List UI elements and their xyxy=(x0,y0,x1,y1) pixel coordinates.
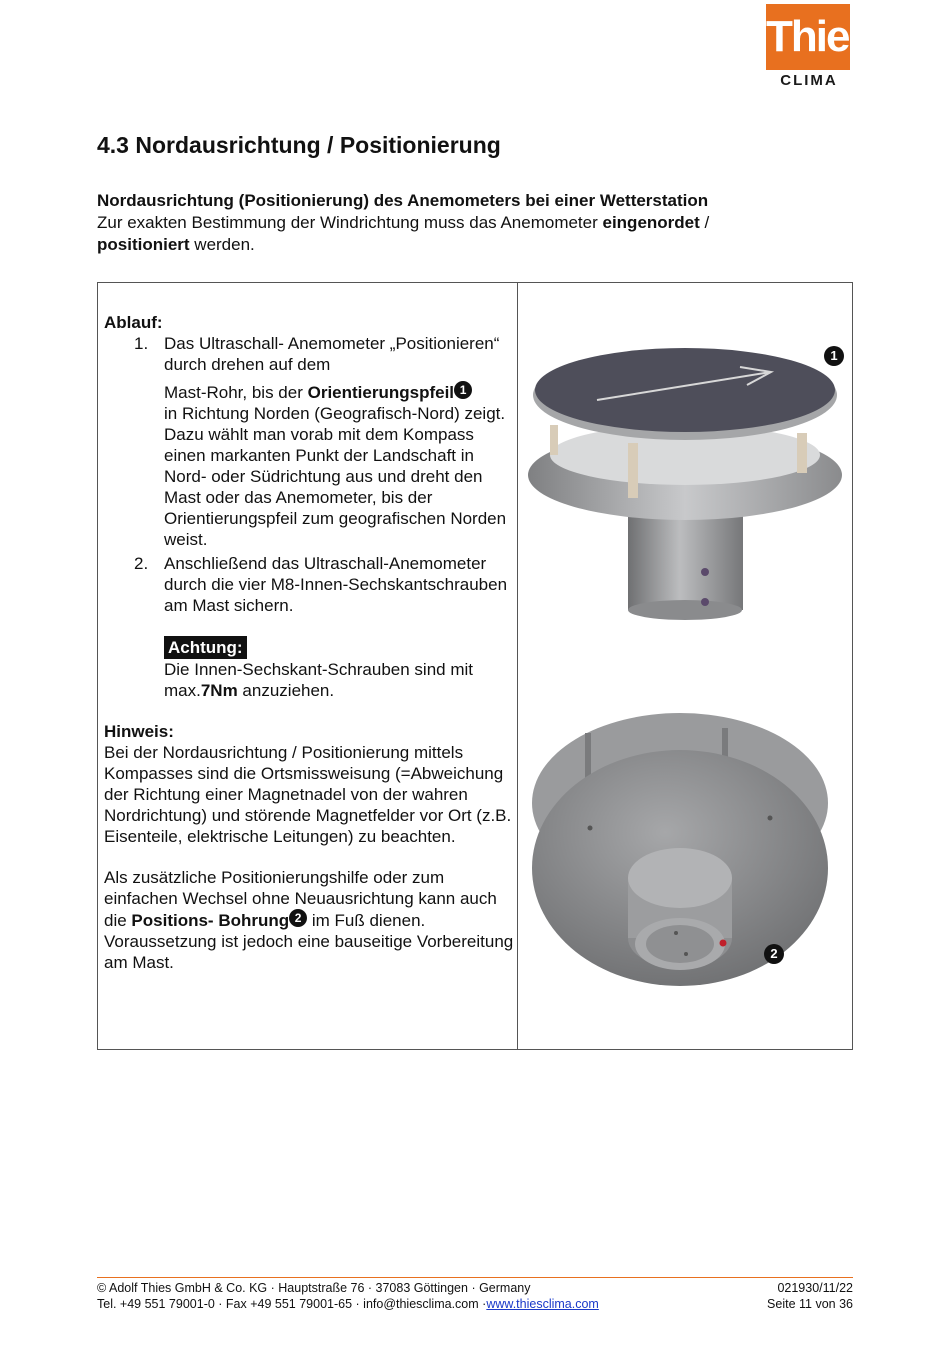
step-1-pre: Mast-Rohr, bis der xyxy=(164,383,308,402)
intro-text xyxy=(97,212,797,256)
step-1-post: in Richtung Norden (Geografisch-Nord) zeigt. xyxy=(164,404,506,423)
footer-row-2 xyxy=(97,1296,853,1312)
step-1-extra: Dazu wählt man vorab mit dem Kompass einen markanten Punkt der Landschaft in Nord- oder Südrichtung aus und dreht den Mast oder das Anemometer, bis der Orientierungspfeil zum geografischen Norden weist. xyxy=(164,425,507,549)
footer-rule xyxy=(97,1277,853,1278)
support-strut xyxy=(628,443,638,498)
intro-text-b: / xyxy=(699,213,710,232)
bolt-hole xyxy=(701,598,709,606)
bolt-hole xyxy=(674,931,678,935)
logo-sub: CLIMA xyxy=(780,72,838,89)
marker-2-icon: 2 xyxy=(289,909,307,927)
instructions-column xyxy=(104,312,514,973)
warning-label: Achtung: xyxy=(164,636,247,659)
step-number: 1. xyxy=(134,334,149,353)
marker-1-icon: 1 xyxy=(454,381,472,399)
footer-page: Seite 11 von 36 xyxy=(767,1297,853,1311)
callout-2-icon: 2 xyxy=(764,944,784,964)
warning-text-b: anzuziehen. xyxy=(237,681,335,700)
section-title: 4.3 Nordausrichtung / Positionierung xyxy=(97,132,501,158)
footer-row-1 xyxy=(97,1280,853,1296)
footer-contact-text: Tel. +49 551 79001-0 · Fax +49 551 79001-65 · info@thiesclima.com · xyxy=(97,1297,487,1311)
hinweis-para2-b: im Fuß dienen. Voraussetzung ist jedoch eine bauseitige Vorbereitung am Mast. xyxy=(104,911,514,972)
footer-contact xyxy=(97,1296,599,1312)
ablauf-label: Ablauf: xyxy=(104,313,163,332)
step-1-bold: Orientierungspfeil xyxy=(307,383,455,402)
hinweis-para2 xyxy=(104,867,514,973)
mast-rim xyxy=(628,848,732,908)
anemometer-top-image xyxy=(525,340,845,625)
warning-bold: 7Nm xyxy=(200,681,238,700)
intro-bold-a: eingenordet xyxy=(602,213,700,232)
spacer xyxy=(104,701,514,721)
page-footer xyxy=(97,1280,853,1312)
warning-text-a: Die Innen-Sechskant-Schrauben sind mit max. xyxy=(164,660,473,700)
support-strut xyxy=(550,425,558,455)
step-2-body: Anschließend das Ultraschall-Anemometer durch die vier M8-Innen-Sechskantschrauben am Mast sichern. xyxy=(164,554,508,615)
intro-text-a: Zur exakten Bestimmung der Windrichtung muss das Anemometer xyxy=(97,213,603,232)
spacer xyxy=(104,847,514,867)
position-hole xyxy=(720,940,727,947)
footer-docnum: 021930/11/22 xyxy=(777,1281,853,1295)
step-1-line2 xyxy=(164,381,514,403)
intro-subhead: Nordausrichtung (Positionierung) des Anemometers bei einer Wetterstation xyxy=(97,191,709,210)
bolt-hole xyxy=(588,826,593,831)
step-2 xyxy=(134,553,514,616)
support-strut xyxy=(797,433,807,473)
website-link[interactable]: www.thiesclima.com xyxy=(486,1297,599,1311)
bolt-hole xyxy=(701,568,709,576)
warning-block xyxy=(164,616,514,701)
mast-pipe xyxy=(628,510,743,610)
step-1-line1: Das Ultraschall- Anemometer „Positionieren“ durch drehen auf dem xyxy=(164,334,500,374)
intro-text-c: werden. xyxy=(189,235,255,254)
warning-text xyxy=(164,659,514,701)
step-body xyxy=(164,333,514,550)
mast-inner xyxy=(646,925,714,963)
footer-company: © Adolf Thies GmbH & Co. KG · Hauptstraße 76 · 37083 Göttingen · Germany xyxy=(97,1281,531,1295)
hinweis-label: Hinweis: xyxy=(104,722,174,741)
hinweis-para2-bold: Positions- Bohrung xyxy=(131,911,290,930)
intro-bold-b: positioniert xyxy=(97,235,190,254)
upper-plate xyxy=(535,348,835,432)
anemometer-bottom-image xyxy=(530,708,835,998)
strut xyxy=(585,733,591,778)
hinweis-para1: Bei der Nordausrichtung / Positionierung mittels Kompasses sind die Ortsmissweisung (=Abweichung der Richtung einer Magnetnadel von der wahren Nordrichtung) und störende Magnetfelder vor Ort (z.B. Eisenteile, elektrische Leitungen) zu beachten. xyxy=(104,743,512,846)
callout-1-icon: 1 xyxy=(824,346,844,366)
logo-brand: Thies xyxy=(766,4,850,70)
step-1 xyxy=(134,333,514,550)
mast-bottom xyxy=(628,600,742,620)
hinweis-para2-a: Als zusätzliche Positionierungshilfe oder zum einfachen Wechsel ohne Neuausrichtung kann auch die xyxy=(104,868,497,930)
bolt-hole xyxy=(684,952,688,956)
table-divider xyxy=(517,282,518,1050)
intro-block xyxy=(97,190,797,256)
bolt-hole xyxy=(768,816,773,821)
thies-clima-logo xyxy=(766,4,871,89)
step-number: 2. xyxy=(134,554,149,573)
